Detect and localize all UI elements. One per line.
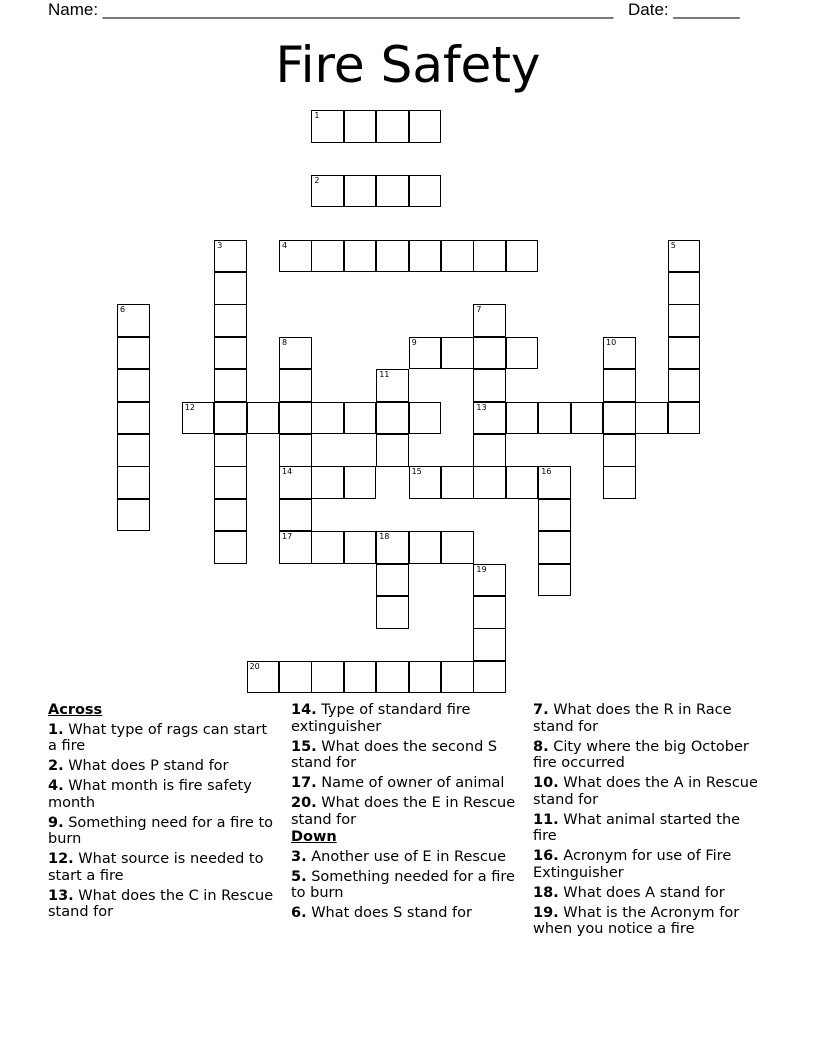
grid-cell[interactable] xyxy=(279,499,312,532)
grid-cell[interactable] xyxy=(311,402,344,435)
clue-across-1: 1. What type of rags can start a fire xyxy=(48,721,268,754)
grid-cell[interactable] xyxy=(409,531,442,564)
grid-cell[interactable] xyxy=(473,661,506,694)
grid-cell[interactable] xyxy=(538,466,571,499)
grid-cell[interactable] xyxy=(247,661,280,694)
grid-cell[interactable] xyxy=(409,175,442,208)
grid-cell[interactable] xyxy=(311,240,344,273)
grid-cell[interactable] xyxy=(117,466,150,499)
grid-cell[interactable] xyxy=(473,369,506,402)
grid-cell[interactable] xyxy=(668,402,701,435)
clue-number: 7 xyxy=(476,305,482,315)
clue-across-14: 14. Type of standard fire extinguisher xyxy=(291,702,471,735)
grid-cell[interactable] xyxy=(571,402,604,435)
grid-cell[interactable] xyxy=(214,466,247,499)
clue-number: 15 xyxy=(411,467,422,477)
clue-number: 13 xyxy=(476,402,487,412)
grid-cell[interactable] xyxy=(214,434,247,467)
grid-cell[interactable] xyxy=(538,531,571,564)
clue-across-15: 15. What does the second S stand for xyxy=(291,738,498,771)
grid-cell[interactable] xyxy=(376,531,409,564)
name-field-label: Name: ______________________________________________________ xyxy=(48,0,614,19)
grid-cell[interactable] xyxy=(668,304,701,337)
grid-cell[interactable] xyxy=(538,499,571,532)
clue-number: 8 xyxy=(282,337,288,347)
grid-cell[interactable] xyxy=(311,110,344,143)
grid-cell[interactable] xyxy=(603,434,636,467)
clue-across-12: 12. What source is needed to start a fire xyxy=(48,851,264,884)
grid-cell[interactable] xyxy=(473,434,506,467)
grid-cell[interactable] xyxy=(279,466,312,499)
grid-cell[interactable] xyxy=(409,661,442,694)
clue-across-9: 9. Something need for a fire to burn xyxy=(48,814,273,847)
grid-cell[interactable] xyxy=(473,628,506,661)
grid-cell[interactable] xyxy=(214,369,247,402)
grid-cell[interactable] xyxy=(376,434,409,467)
clue-across-2: 2. What does P stand for xyxy=(48,758,229,774)
grid-cell[interactable] xyxy=(117,369,150,402)
clue-number: 4 xyxy=(282,240,288,250)
grid-cell[interactable] xyxy=(409,240,442,273)
grid-cell[interactable] xyxy=(506,240,539,273)
grid-cell[interactable] xyxy=(603,402,636,435)
grid-cell[interactable] xyxy=(344,110,377,143)
grid-cell[interactable] xyxy=(473,466,506,499)
grid-cell[interactable] xyxy=(473,337,506,370)
down-heading: Down xyxy=(291,829,337,845)
grid-cell[interactable] xyxy=(117,499,150,532)
grid-cell[interactable] xyxy=(635,402,668,435)
grid-cell[interactable] xyxy=(117,304,150,337)
grid-cell[interactable] xyxy=(311,466,344,499)
clue-down-19: 19. What is the Acronym for when you notice a fire xyxy=(533,904,740,937)
grid-cell[interactable] xyxy=(214,402,247,435)
clue-down-5: 5. Something needed for a fire to burn xyxy=(291,868,515,901)
clue-down-16: 16. Acronym for use of Fire Extinguisher xyxy=(533,848,732,881)
grid-cell[interactable] xyxy=(247,402,280,435)
clue-down-10: 10. What does the A in Rescue stand for xyxy=(533,775,758,808)
grid-cell[interactable] xyxy=(344,466,377,499)
grid-cell[interactable] xyxy=(409,466,442,499)
across-heading: Across xyxy=(48,702,103,718)
clue-number: 17 xyxy=(282,532,293,542)
grid-cell[interactable] xyxy=(344,531,377,564)
clue-number: 18 xyxy=(379,532,390,542)
grid-cell[interactable] xyxy=(344,402,377,435)
clue-number: 9 xyxy=(411,337,417,347)
grid-cell[interactable] xyxy=(214,337,247,370)
grid-cell[interactable] xyxy=(409,337,442,370)
clue-down-18: 18. What does A stand for xyxy=(533,884,725,901)
grid-cell[interactable] xyxy=(182,402,215,435)
grid-cell[interactable] xyxy=(441,240,474,273)
grid-cell[interactable] xyxy=(279,240,312,273)
grid-cell[interactable] xyxy=(473,402,506,435)
grid-cell[interactable] xyxy=(441,337,474,370)
grid-cell[interactable] xyxy=(603,369,636,402)
clue-number: 19 xyxy=(476,564,487,574)
clue-across-4: 4. What month is fire safety month xyxy=(48,778,252,811)
grid-cell[interactable] xyxy=(279,402,312,435)
grid-cell[interactable] xyxy=(376,110,409,143)
grid-cell[interactable] xyxy=(441,466,474,499)
clue-number: 20 xyxy=(249,661,260,671)
grid-cell[interactable] xyxy=(538,402,571,435)
grid-cell[interactable] xyxy=(668,337,701,370)
grid-cell[interactable] xyxy=(214,499,247,532)
grid-cell[interactable] xyxy=(603,466,636,499)
grid-cell[interactable] xyxy=(117,402,150,435)
grid-cell[interactable] xyxy=(506,402,539,435)
grid-cell[interactable] xyxy=(279,661,312,694)
clue-number: 2 xyxy=(314,175,320,185)
grid-cell[interactable] xyxy=(214,531,247,564)
grid-cell[interactable] xyxy=(506,466,539,499)
clues-column-3 xyxy=(533,702,765,941)
grid-cell[interactable] xyxy=(376,175,409,208)
clue-down-7: 7. What does the R in Race stand for xyxy=(533,702,732,735)
grid-cell[interactable] xyxy=(279,369,312,402)
grid-cell[interactable] xyxy=(311,661,344,694)
grid-cell[interactable] xyxy=(214,272,247,305)
grid-cell[interactable] xyxy=(376,369,409,402)
grid-cell[interactable] xyxy=(506,337,539,370)
grid-cell[interactable] xyxy=(117,434,150,467)
grid-cell[interactable] xyxy=(344,661,377,694)
grid-cell[interactable] xyxy=(473,596,506,629)
grid-cell[interactable] xyxy=(214,304,247,337)
grid-cell[interactable] xyxy=(376,661,409,694)
grid-cell[interactable] xyxy=(668,272,701,305)
grid-cell[interactable] xyxy=(279,434,312,467)
grid-cell[interactable] xyxy=(214,240,247,273)
clue-number: 14 xyxy=(282,467,293,477)
grid-cell[interactable] xyxy=(376,240,409,273)
grid-cell[interactable] xyxy=(117,337,150,370)
grid-cell[interactable] xyxy=(473,564,506,597)
grid-cell[interactable] xyxy=(668,369,701,402)
clue-down-8: 8. City where the big October fire occurred xyxy=(533,738,749,771)
grid-cell[interactable] xyxy=(311,175,344,208)
grid-cell[interactable] xyxy=(441,531,474,564)
grid-cell[interactable] xyxy=(441,661,474,694)
grid-cell[interactable] xyxy=(668,240,701,273)
grid-cell[interactable] xyxy=(603,337,636,370)
clue-number: 6 xyxy=(120,305,126,315)
grid-cell[interactable] xyxy=(311,531,344,564)
clue-number: 5 xyxy=(670,240,676,250)
clues-column-2 xyxy=(291,702,523,925)
grid-cell[interactable] xyxy=(376,564,409,597)
clue-number: 10 xyxy=(606,337,617,347)
grid-cell[interactable] xyxy=(473,240,506,273)
grid-cell[interactable] xyxy=(376,402,409,435)
grid-cell[interactable] xyxy=(409,402,442,435)
clue-number: 1 xyxy=(314,111,320,120)
clues-column-1 xyxy=(48,702,280,924)
grid-cell[interactable] xyxy=(344,240,377,273)
clue-across-17: 17. Name of owner of animal xyxy=(291,775,505,791)
clue-down-3: 3. Another use of E in Rescue xyxy=(291,848,507,865)
grid-cell[interactable] xyxy=(279,531,312,564)
page-title: Fire Safety xyxy=(275,36,541,94)
date-field-label: Date: _______ xyxy=(628,0,740,19)
clue-down-6: 6. What does S stand for xyxy=(291,905,472,921)
grid-cell[interactable] xyxy=(279,337,312,370)
grid-cell[interactable] xyxy=(409,110,442,143)
clue-number: 16 xyxy=(541,467,552,477)
clue-down-11: 11. What animal started the fire xyxy=(533,811,741,844)
grid-cell[interactable] xyxy=(538,564,571,597)
clue-across-20: 20. What does the E in Rescue stand for xyxy=(291,795,516,828)
clue-number: 11 xyxy=(379,370,390,380)
grid-cell[interactable] xyxy=(376,596,409,629)
grid-cell[interactable] xyxy=(344,175,377,208)
clue-number: 3 xyxy=(217,240,223,250)
clue-number: 12 xyxy=(184,402,195,412)
grid-cell[interactable] xyxy=(473,304,506,337)
clue-across-13: 13. What does the C in Rescue stand for xyxy=(48,887,274,920)
